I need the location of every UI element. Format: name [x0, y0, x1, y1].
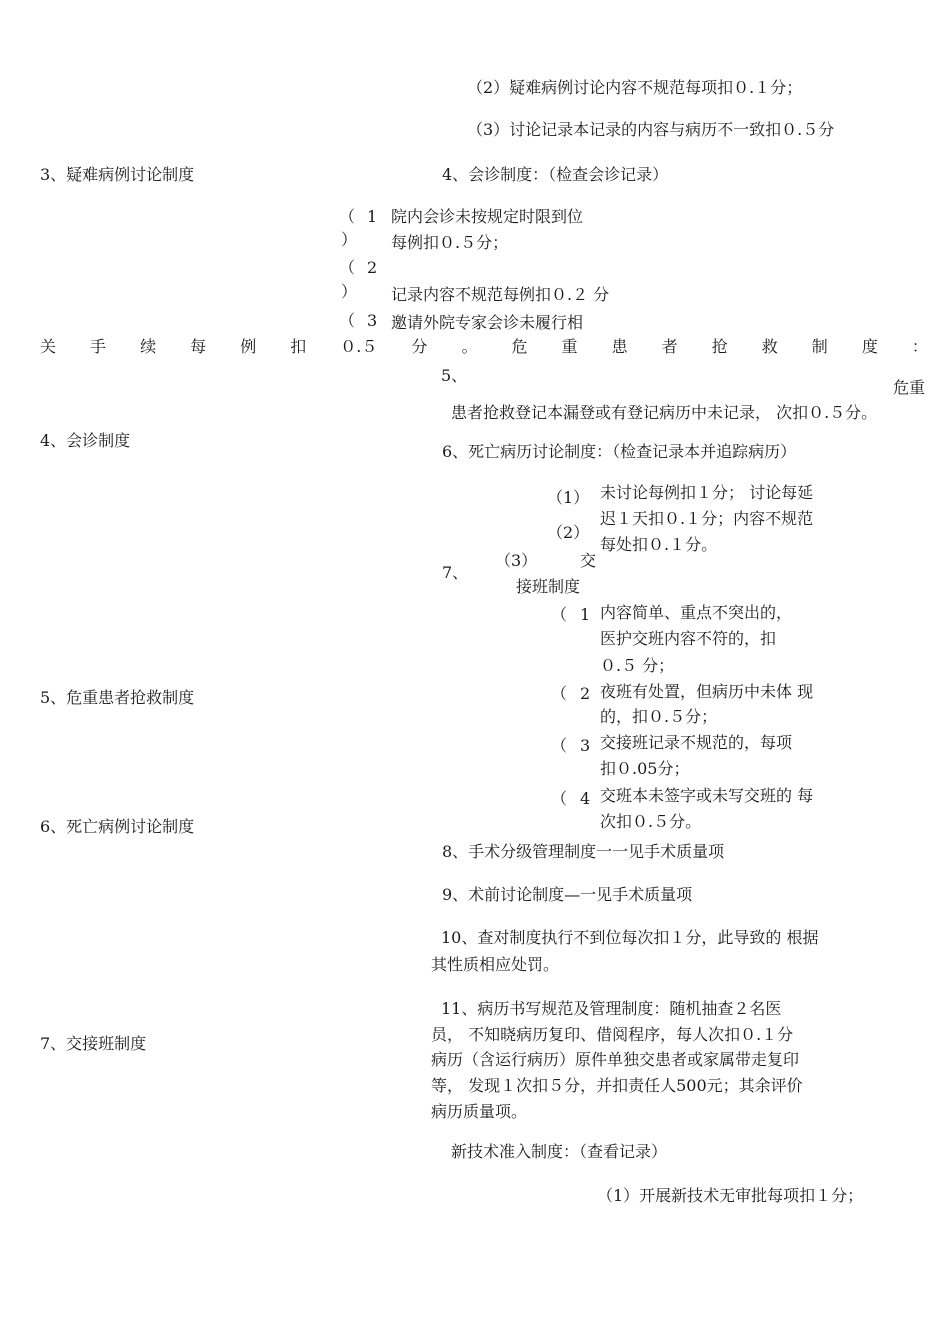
rule-11-line-3: 病历（含运行病历）原件单独交患者或家属带走复印 — [431, 1050, 800, 1069]
rule-11-line-2: 员， 不知晓病历复印、借阅程序，每人次扣０.１分 — [431, 1025, 794, 1044]
handover-jiao: 交 — [580, 551, 597, 570]
handover-clipped-heading — [516, 577, 581, 596]
cont-char: 手 — [90, 337, 107, 356]
death-case-line-1: 未讨论每例扣１分； 讨论每延 — [600, 483, 814, 502]
cont-char: 者 — [661, 337, 678, 356]
left-item-6: 6、死亡病例讨论制度 — [40, 817, 195, 836]
handover-num-2: 2 — [580, 684, 591, 703]
consultation-num-3: 3 — [367, 311, 378, 330]
consultation-line-2: 每例扣０.５分； — [391, 233, 509, 252]
handover-item-1-line-1: 内容简单、重点不突出的， — [600, 603, 793, 622]
cont-char: 救 — [761, 337, 778, 356]
cont-char: 每 — [190, 337, 207, 356]
rescue-word-right: 危重 — [893, 378, 926, 397]
cont-char: 重 — [561, 337, 578, 356]
cont-char: 度 — [861, 337, 878, 356]
cont-char: ： — [911, 337, 928, 356]
cont-char: ０.５ — [340, 337, 378, 356]
consultation-paren-open-1: （ — [339, 207, 356, 226]
cont-char: 分 — [411, 337, 428, 356]
handover-item-3-line-1: 交接班记录不规范的，每项 — [600, 733, 793, 752]
cont-char: 患 — [611, 337, 628, 356]
left-item-3: 3、疑难病例讨论制度 — [40, 165, 195, 184]
rule-11-line-4: 等， 发现１次扣５分，并扣责任人500元；其余评价 — [431, 1076, 803, 1095]
consultation-paren-open-3: （ — [339, 311, 356, 330]
cont-char: 危 — [511, 337, 528, 356]
cont-char: 例 — [240, 337, 257, 356]
death-case-marker-1: （1） — [547, 488, 590, 507]
handover-marker-3: （3） — [495, 551, 538, 570]
handover-item-3-line-2: 扣０.05分； — [600, 759, 690, 778]
difficult-case-rule-2: （2）疑难病例讨论内容不规范每项扣０.１分； — [467, 78, 803, 97]
cont-char: 抢 — [711, 337, 728, 356]
consultation-line-1: 院内会诊未按规定时限到位 — [391, 207, 584, 226]
new-tech-heading: 新技术准入制度：（查看记录） — [451, 1142, 668, 1161]
handover-num-4: 4 — [580, 789, 591, 808]
handover-item-1-line-3: ０.５ 分； — [600, 656, 675, 675]
handover-item-2-line-2: 的，扣０.５分； — [600, 707, 718, 726]
rule-10-line-1: 10、查对制度执行不到位每次扣１分，此导致的 根据 — [441, 928, 819, 947]
handover-paren-1: （ — [551, 605, 568, 624]
cont-char: 制 — [811, 337, 828, 356]
rule-8: 8、手术分级管理制度一一见手术质量项 — [442, 842, 725, 861]
consultation-line-4: 邀请外院专家会诊未履行相 — [391, 313, 584, 332]
handover-num-3: 3 — [580, 736, 591, 755]
consultation-num-2: 2 — [367, 258, 378, 277]
cont-char: 。 — [461, 337, 478, 356]
handover-number: 7、 — [442, 563, 469, 582]
handover-paren-2: （ — [551, 684, 568, 703]
new-tech-rule-1: （1）开展新技术无审批每项扣１分； — [597, 1186, 864, 1205]
handover-num-1: 1 — [580, 605, 591, 624]
consultation-num-1: 1 — [367, 207, 378, 226]
consultation-paren-open-2: （ — [339, 258, 356, 277]
left-item-7: 7、交接班制度 — [40, 1034, 147, 1053]
consultation-paren-close-2: ） — [341, 282, 358, 301]
consultation-paren-close-1: ） — [341, 230, 358, 249]
cont-char: 续 — [140, 337, 157, 356]
left-item-4: 4、会诊制度 — [40, 431, 131, 450]
consultation-line-3: 记录内容不规范每例扣０.２ 分 — [391, 285, 610, 304]
left-item-5: 5、危重患者抢救制度 — [40, 688, 195, 707]
rescue-number: 5、 — [441, 366, 468, 385]
death-case-heading: 6、死亡病历讨论制度：（检查记录本并追踪病历） — [442, 442, 797, 461]
handover-item-1-line-2: 医护交班内容不符的，扣 — [600, 629, 777, 648]
handover-item-2-line-1: 夜班有处置，但病历中未体 现 — [600, 682, 814, 701]
rule-11-line-1: 11、病历书写规范及管理制度：随机抽查２名医 — [441, 999, 782, 1018]
rescue-line: 患者抢救登记本漏登或有登记病历中未记录， 次扣０.５分。 — [451, 403, 878, 422]
death-case-line-2: 迟１天扣０.１分；内容不规范 — [600, 509, 814, 528]
cont-char: 关 — [40, 337, 57, 356]
rule-9: 9、术前讨论制度—一见手术质量项 — [442, 885, 693, 904]
handover-paren-4: （ — [551, 789, 568, 808]
handover-clipped-text: 接班制度 — [516, 577, 581, 596]
death-case-line-3: 每处扣０.１分。 — [600, 535, 718, 554]
rule-11-line-5: 病历质量项。 — [431, 1102, 528, 1121]
difficult-case-rule-3: （3）讨论记录本记录的内容与病历不一致扣０.５分 — [467, 120, 835, 139]
rule-10-line-2: 其性质相应处罚。 — [431, 955, 560, 974]
handover-item-4-line-1: 交班本未签字或未写交班的 每 — [600, 786, 814, 805]
handover-item-4-line-2: 次扣０.５分。 — [600, 812, 702, 831]
consultation-heading: 4、会诊制度：（检查会诊记录） — [442, 165, 669, 184]
handover-paren-3: （ — [551, 736, 568, 755]
death-case-marker-2: （2） — [547, 523, 590, 542]
consultation-continuation-line — [40, 337, 928, 356]
cont-char: 扣 — [290, 337, 307, 356]
